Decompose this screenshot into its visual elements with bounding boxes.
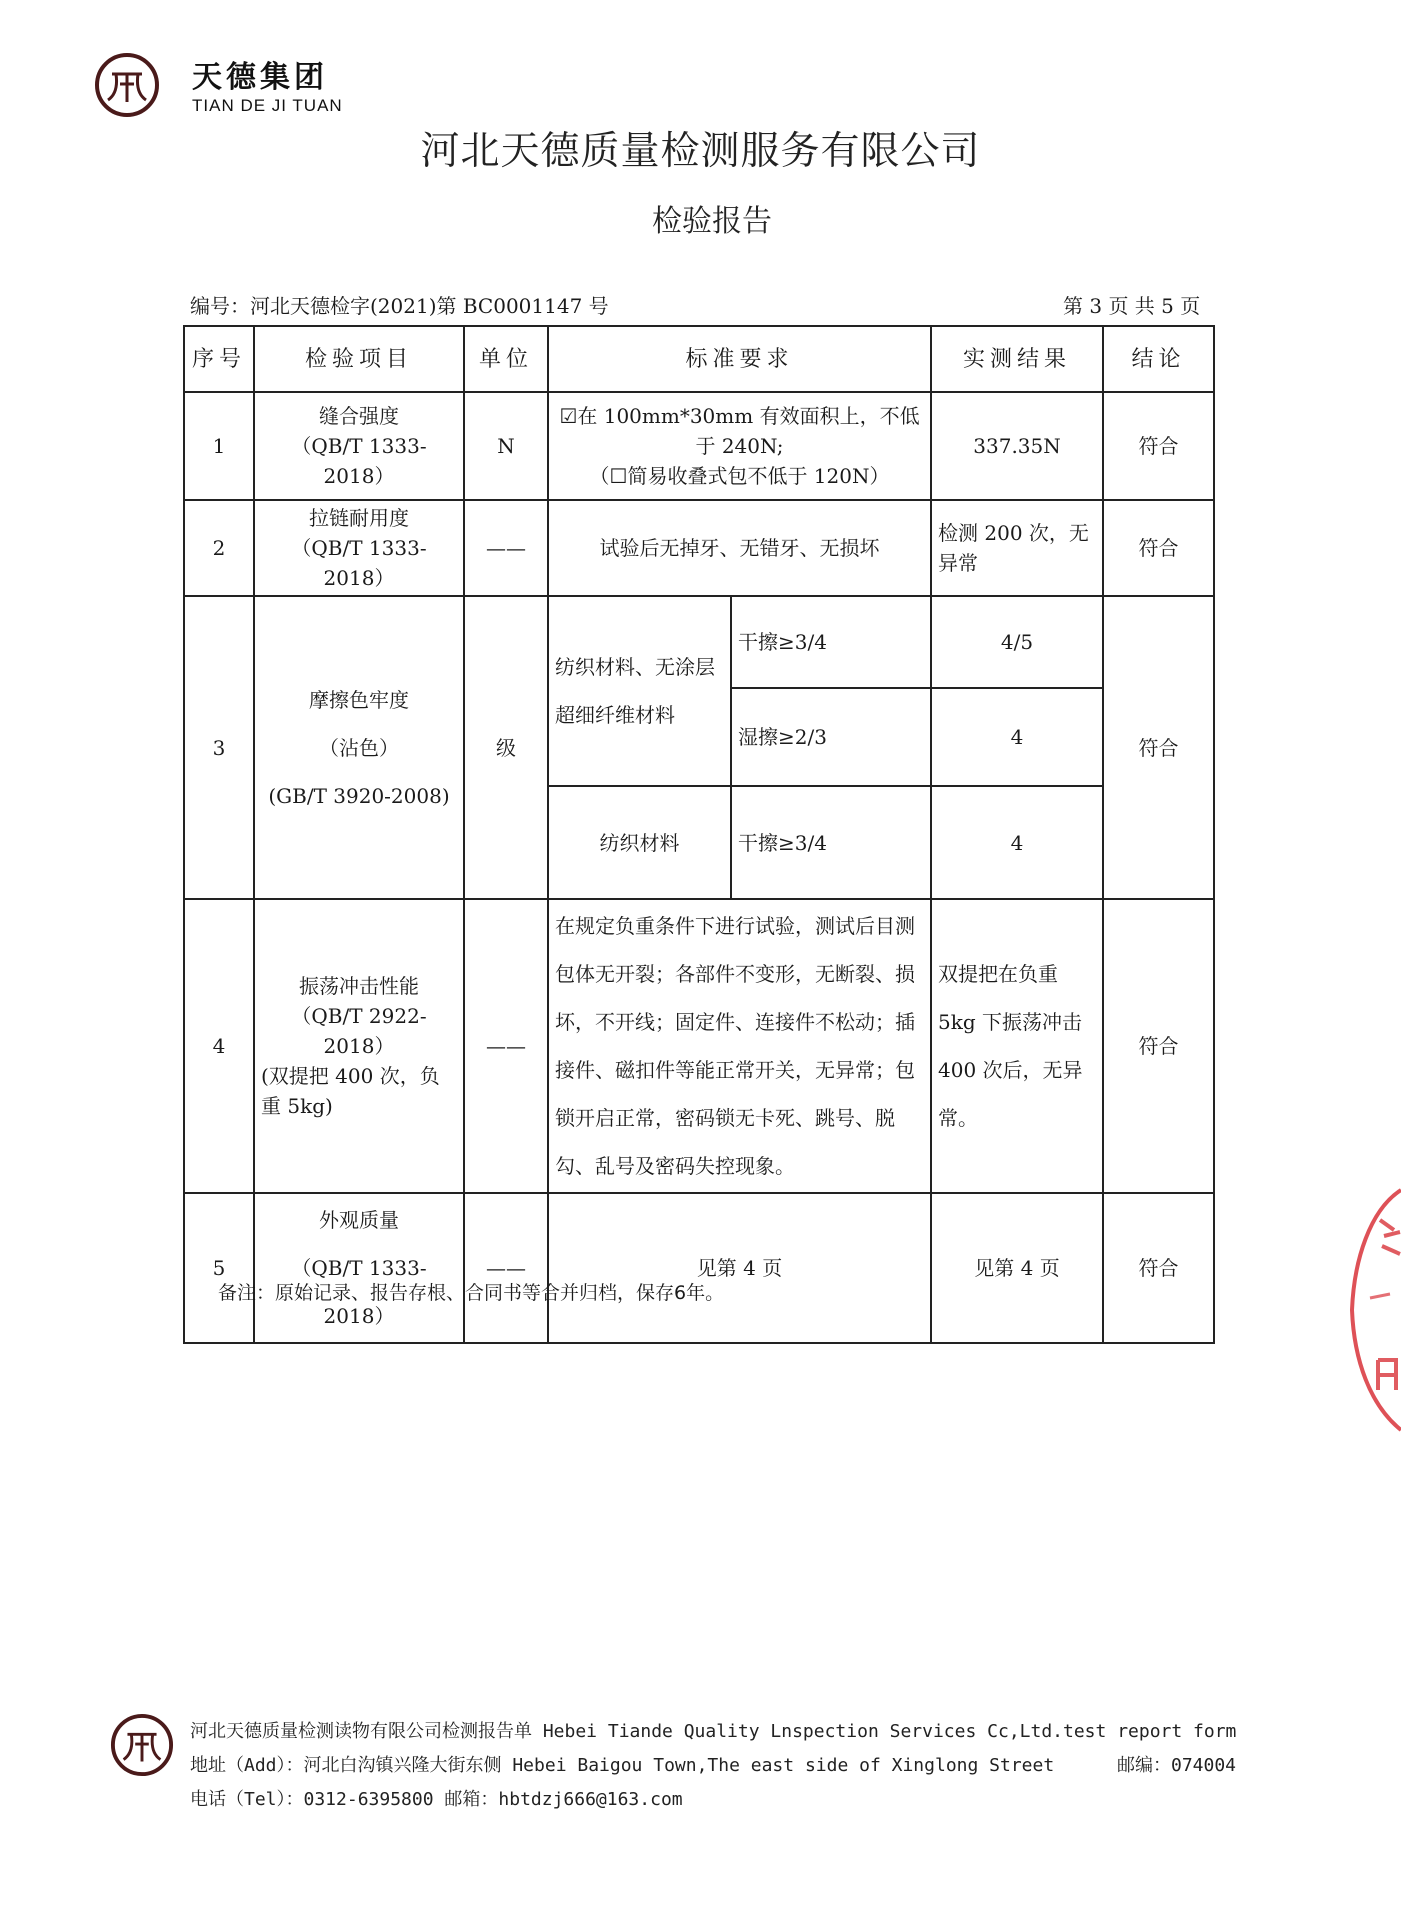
table-row [184, 1193, 1214, 1343]
result-cell: 4 [931, 688, 1103, 786]
table-row [184, 596, 1214, 688]
result-cell: 4 [931, 786, 1103, 899]
row-number: 1 [184, 392, 254, 500]
header-requirement: 标准要求 [548, 326, 931, 392]
item-cell [254, 392, 464, 500]
company-logo-icon [94, 52, 160, 118]
item-name: 外观质量 [319, 1208, 399, 1232]
unit-cell: 级 [464, 596, 548, 899]
result-cell: 337.35N [931, 392, 1103, 500]
logo-english-name: TIAN DE JI TUAN [192, 96, 343, 115]
unit-cell: —— [464, 500, 548, 596]
header-result: 实测结果 [931, 326, 1103, 392]
item-note: (双提把 400 次，负重 5kg) [261, 1064, 440, 1118]
page-info: 第 3 页 共 5 页 [1063, 294, 1201, 318]
row-number: 3 [184, 596, 254, 899]
dry-rub-requirement: 干擦≥3/4 [731, 786, 931, 899]
result-cell: 4/5 [931, 596, 1103, 688]
requirement-cell: 在规定负重条件下进行试验，测试后目测包体无开裂；各部件不变形，无断裂、损坏，不开线；固定件、连接件不松动；插接件、磁扣件等能正常开关，无异常；包锁开启正常，密码锁无卡死、跳号、脱勾、乱号及密码失控现象。 [548, 899, 931, 1193]
logo-chinese-name: 天德集团 [192, 60, 328, 95]
material-cell: 纺织材料 [548, 786, 731, 899]
requirement-sub: （☐简易收叠式包不低于 120N） [589, 464, 890, 488]
row-number: 4 [184, 899, 254, 1193]
footer-company-line: 河北天德质量检测读物有限公司检测报告单 Hebei Tiande Quality Lnspection Services Cc,Ltd.test report form [190, 1721, 1237, 1742]
result-cell: 见第 4 页 [931, 1193, 1103, 1343]
unit-cell: —— [464, 1193, 548, 1343]
result-cell: 检测 200 次，无异常 [931, 500, 1103, 596]
item-name: 振荡冲击性能 [299, 974, 419, 998]
item-standard: （QB/T 1333-2018） [291, 434, 427, 488]
item-standard: （QB/T 1333-2018） [291, 536, 427, 590]
table-row [184, 392, 1214, 500]
header-conclusion: 结论 [1103, 326, 1214, 392]
requirement-cell: 见第 4 页 [548, 1193, 931, 1343]
conclusion-cell: 符合 [1103, 899, 1214, 1193]
company-name: 河北天德质量检测服务有限公司 [420, 129, 981, 174]
unit-cell: —— [464, 899, 548, 1193]
item-name: 摩擦色牢度 [309, 687, 409, 712]
requirement-main: ☑在 100mm*30mm 有效面积上，不低于 240N; [559, 404, 920, 458]
footer-logo-icon [110, 1713, 174, 1777]
material-cell: 纺织材料、无涂层超细纤维材料 [548, 596, 731, 786]
report-number: 编号：河北天德检字(2021)第 BC0001147 号 [190, 294, 609, 318]
item-cell [254, 500, 464, 596]
table-row [184, 500, 1214, 596]
item-standard: （QB/T 2922-2018） [291, 1004, 427, 1058]
item-cell [254, 596, 464, 899]
result-cell: 双提把在负重 5kg 下振荡冲击 400 次后，无异常。 [931, 899, 1103, 1193]
table-row [184, 899, 1214, 1193]
remark-note: 备注：原始记录、报告存根、合同书等合并归档，保存6年。 [218, 1282, 725, 1304]
dry-rub-requirement: 干擦≥3/4 [731, 596, 931, 688]
conclusion-cell: 符合 [1103, 596, 1214, 899]
conclusion-cell: 符合 [1103, 500, 1214, 596]
inspection-table [183, 325, 1215, 1344]
item-standard: (GB/T 3920-2008) [268, 783, 450, 808]
report-title: 检验报告 [652, 204, 772, 239]
unit-cell: N [464, 392, 548, 500]
row-number: 5 [184, 1193, 254, 1343]
header-no: 序号 [184, 326, 254, 392]
header-item: 检验项目 [254, 326, 464, 392]
item-standard: （QB/T 1333-2018） [291, 1256, 427, 1328]
table-header-row [184, 326, 1214, 392]
row-number: 2 [184, 500, 254, 596]
footer-address-line: 地址（Add）：河北白沟镇兴隆大街东侧 Hebei Baigou Town,The east side of Xinglong Street [190, 1755, 1055, 1776]
item-cell [254, 899, 464, 1193]
conclusion-cell: 符合 [1103, 1193, 1214, 1343]
wet-rub-requirement: 湿擦≥2/3 [731, 688, 931, 786]
item-sub: （沾色） [319, 735, 399, 760]
requirement-cell [548, 392, 931, 500]
conclusion-cell: 符合 [1103, 392, 1214, 500]
footer-zip-code: 邮编：074004 [1117, 1755, 1237, 1776]
item-name: 缝合强度 [319, 404, 399, 428]
requirement-cell: 试验后无掉牙、无错牙、无损坏 [548, 500, 931, 596]
official-seal-stamp [1340, 1180, 1401, 1440]
item-name: 拉链耐用度 [309, 506, 409, 530]
footer-contact-line: 电话（Tel）：0312-6395800 邮箱：hbtdzj666@163.com [190, 1789, 683, 1810]
item-cell [254, 1193, 464, 1343]
header-unit: 单位 [464, 326, 548, 392]
